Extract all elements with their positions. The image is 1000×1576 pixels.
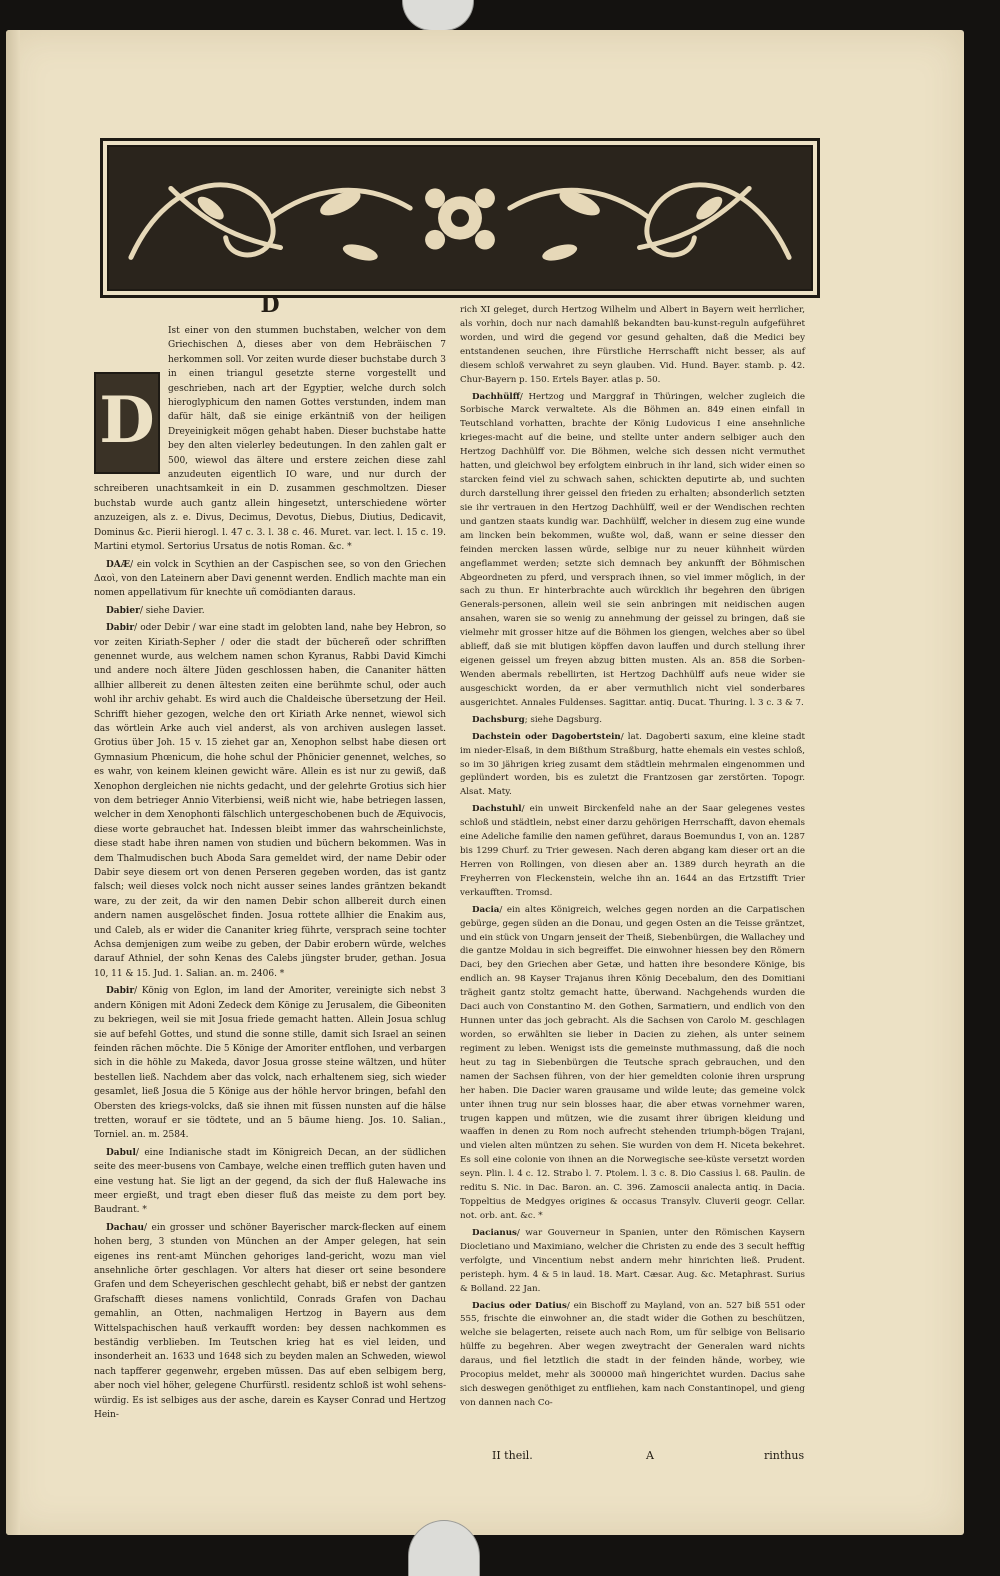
entry-headword: Dabul bbox=[106, 1147, 136, 1158]
entry-text: / ein altes Königreich, welches gegen norden an die Carpatischen gebürge, gegen süden an die Donau, und gegen Osten an die Teisse gräntzet, und ein stück von Ungarn jenseit der Theiß, Siebenbürgen, die Wallachey und die gantze Moldau in sich begreiffet. Die einwohner hiessen bey den Römern Daci, bey den Griechen aber Getæ, und hatten ihre besondere Könige, bis endlich an. 98 Kayser Trajanus ihren König Decebalum, den des Domitiani trägheit gantz stoltz gemacht hatte, überwand. Nachgehends wurden die Daci auch von Constantino M. den Gothen, Sarmatiern, und endlich von den Hunnen unter das joch gebracht. Als die Sachsen von Carolo M. geschlagen worden, so erwählten sie lieber in Dacien zu ziehen, als unter seinem regiment zu leben. Wenigst ists die gemeinste muthmassung, daß die noch heut zu tag in Siebenbürgen die Teutsche sprach gebrauchen, und den namen der Sachsen führen, von der hier gemeldten colonie ihren ursprung her haben. Die Dacier waren grausame und wilde leute; das gemeine volck unter ihnen trug nur sein blosses haar, die aber etwas vornehmer waren, trugen kappen und mützen, wie die zusamt ihrer übrigen kleidung und waaffen in denen zu Rom noch aufrecht stehenden triumph-bögen Trajani, und vielen alten müntzen zu sehen. Sie wurden von dem H. Niceta bekehret. Es soll eine colonie von ihnen an die Norwegische see-küste versetzt worden seyn. Plin. l. 4 c. 12. Strabo l. 7. Ptolem. l. 3 c. 8. Dio Cassius l. 68. Paulin. de reditu S. Nic. in Dac. Baron. an. C. 396. Zamoscii analecta antiq. in Dacia. Toppeltius de Medgyes origines & occasus Transylv. Cluverii geogr. Cellar. not. orb. ant. &c. * bbox=[460, 904, 805, 1221]
entry-paragraph bbox=[460, 904, 805, 1224]
entry-text: / ein grosser und schöner Bayerischer marck-flecken auf einem hohen berg, 3 stunden von München an der Amper gelegen, hat sein eigenes ins rent-amt München gehoriges land-gericht, wozu man viel ansehnliche örter geschlagen. Vor alters hat dieser ort seine besondere Grafen und dem Scheyerischen geschlecht gehabt, biß er nebst der gantzen Grafschafft dieses namens vonlichtild, Conrads Grafen von Dachau gemahlin, an Otten, nachmaligen Hertzog in Bayern aus dem Wittelspachischen hauß verkaufft worden: bey dessen nachkommen es beständig verblieben. Im Teutschen krieg hat es viel leiden, und insonderheit an. 1633 und 1648 sich zu beyden malen an Schweden, wiewol nach tapfferer gegenwehr, ergeben müssen. Das auf eben selbigem berg, aber noch viel höher, gelegene Churfürstl. residentz schloß ist wohl sehens-würdig. Es ist selbiges aus der asche, darein es Kayser Conrad und Hertzog Hein- bbox=[94, 1222, 446, 1421]
volume-label: II theil. bbox=[492, 1449, 533, 1462]
entry-text: / lat. Dagoberti saxum, eine kleine stadt im nieder-Elsaß, in dem Bißthum Straßburg, hatte ehemals ein vestes schloß, so im 30 jährigen krieg zusamt dem städtlein mehrmalen eingenommen und geplündert worden, bis es zuletzt die Frantzosen gar zerstörten. Topogr. Alsat. Maty. bbox=[460, 731, 805, 798]
section-letter: D bbox=[260, 292, 280, 318]
top-clip bbox=[402, 0, 474, 31]
entry-headword: Dacianus bbox=[472, 1227, 517, 1238]
decorative-headpiece bbox=[100, 138, 820, 298]
entry-paragraph bbox=[460, 1227, 805, 1297]
catchword: rinthus bbox=[764, 1449, 805, 1462]
entry-text: / eine Indianische stadt im Königreich Decan, an der südlichen seite des meer-busens von Cambaye, welche einen trefflich guten haven und eine vestung hat. Sie ligt an der gegend, da sich der fluß Halewache ins meer ergießt, und tragt eben dieser fluß das meiste zu dem port bey. Baudrant. * bbox=[94, 1147, 446, 1216]
entry-paragraph bbox=[94, 1221, 446, 1423]
entry-text: / oder Debir / war eine stadt im gelobten land, nahe bey Hebron, so vor zeiten Kiriath-Sepher / oder die stadt der büchereñ oder schrifften genennet wurde, aus welchem namen schon Kyranus, Rabbi David Kimchi und andere noch ältere Jüden geschlossen haben, die Cananiter hätten allhier allbereit zu denen ältesten zeiten eine berühmte schul, oder auch wohl ihr archiv gehabt. Es wird auch die Chaldeische übersetzung der Heil. Schrifft hieher gezogen, welche den ort Kiriath Arke nennet, wiewol sich das wörtlein Arke auch viel anderst, als von archiven auslegen lasset. Grotius über Joh. 15 v. 15 ziehet gar an, Xenophon selbst habe diesen ort Gymnasium Phœnicum, die hohe schul der Phönicier genennet, welches, so es wahr, von keinem kleinen gewicht wäre. Allein es ist nur zu gewiß, daß Xenophon dergleichen nie nichts gedacht, und der gelehrte Grotius sich hier von dem betrieger Annio Viterbiensi, weiß nicht wie, habe betriegen lassen, welcher in dem Xenophonti fälschlich untergeschobenen buch de Æquivocis, diese worte gebrauchet hat. Indessen bleibt immer das wahrscheinlichste, diese stadt habe ihren namen von studien und büchern bekommen. Was in dem Thalmudischen buch Aboda Sara gemeldet wird, der name Debir oder Dabir seye diesem ort von denen Perseren gegeben worden, das ist gantz falsch; weil dieses volck noch nicht ausser seines landes gräntzen bekandt ware, zu der zeit, da wir den namen Debir schon allbereit durch einen andern namen ausgelöschet finden. Josua rottete allhier die Enakim aus, und Caleb, als er wider die Cananiter krieg führte, versprach seine tochter Achsa demjenigen zum weibe zu geben, der Dabir erobern würde, welches darauf Athniel, der sohn Kenas des Calebs jüngster bruder, gethan. Josua 10, 11 & 15. Jud. 1. Salian. an. m. 2406. * bbox=[94, 623, 446, 979]
entry-headword: Dabir bbox=[106, 986, 135, 997]
entry-text: / war Gouverneur in Spanien, unter den Römischen Kaysern Diocletiano und Maximiano, welcher die Christen zu ende des 3 secult hefftig verfolgte, und Vincentium nebst andern mehr hinrichten ließ. Prudent. peristeph. hym. 4 & 5 in laud. 18. Mart. Cæsar. Aug. &c. Metaphrast. Surius & Bolland. 22 Jan. bbox=[460, 1227, 805, 1294]
entry-paragraph bbox=[460, 391, 805, 711]
entry-text: / ein unweit Birckenfeld nahe an der Saar gelegenes vestes schloß und städtlein, nebst einer darzu gehörigen Herrschafft, davon ehemals eine Adeliche familie den namen geführet, daraus Boemundus I, von an. 1287 bis 1299 Churf. zu Trier gewesen. Nach deren abgang kam dieser ort an die Herren von Rollingen, von diesen aber an. 1389 durch heyrath an die Freyherren von Fleckenstein, welche ihn an. 1644 an das Ertzstifft Trier verkaufften. Tromsd. bbox=[460, 804, 806, 898]
book-page bbox=[6, 30, 964, 1535]
entry-text: Ist einer von den stummen buchstaben, welcher von dem Griechischen Δ, dieses aber von dem Hebräischen 7 herkommen soll. Vor zeiten wurde dieser buchstabe durch 3 in einen triangul gesetzte sterne vorgestellt und geschrieben, nach art der Egyptier, welche durch solch hieroglyphicum den namen Gottes verstunden, indem man dafür hält, daß sie einige erkäntniß von der heiligen Dreyeinigkeit mögen gehabt haben. Dieser buchstabe hatte bey den alten vielerley bedeutungen. In den zahlen galt er 500, wiewol das ältere und erstere zeichen diese zahl anzudeuten eigentlich IO ware, und nur durch der schreiberen unachtsamkeit in ein D. zusammen geschmoltzen. Dieser buchstab wurde auch gantz allein hingesetzt, unterschiedene wörter anzuzeigen, als z. e. Divus, Decimus, Devotus, Diebus, Diutius, Dedicavit, Dominus &c. Pierii hierogl. l. 47 c. 3. l. 38 c. 46. Muret. var. lect. l. 15 c. 19. Martini etymol. Sertorius Ursatus de notis Roman. &c. * bbox=[94, 326, 446, 553]
entry-headword: Dachstein oder Dagobertstein bbox=[472, 731, 621, 742]
entry-headword: Dachau bbox=[106, 1222, 145, 1233]
left-column bbox=[94, 292, 446, 1425]
entry-headword: Dacius oder Datius bbox=[472, 1300, 567, 1311]
entry-headword: DAÆ bbox=[106, 559, 131, 570]
entry-text: ; siehe Dagsburg. bbox=[524, 714, 603, 725]
entry-text: / ein Bischoff zu Mayland, von an. 527 biß 551 oder 555, frischte die einwohner an, die stadt wider die Gothen zu beschützen, welche sie belagerten, reisete auch nach Rom, um für selbige von Belisario hülffe zu begehren. Aber wegen zweytracht der Generalen ward nichts daraus, und fiel letztlich die stadt in der feinden hände, worbey, wie Procopius meldet, mehr als 300000 mañ hingerichtet wurden. Dacius sahe sich deswegen genöthiget zu entfliehen, kam nach Constantinopel, und gieng von dannen nach Co- bbox=[460, 1300, 806, 1408]
entry-text: / siehe Davier. bbox=[139, 605, 205, 616]
decorated-initial: D bbox=[94, 372, 160, 474]
entry-paragraph bbox=[94, 604, 446, 618]
entry-headword: Dachhülff bbox=[472, 391, 520, 402]
entry-paragraph bbox=[94, 558, 446, 601]
entry-headword: Dabier bbox=[106, 605, 140, 616]
entry-headword: Dabir bbox=[106, 623, 135, 634]
entry-text: rich XI geleget, durch Hertzog Wilhelm und Albert in Bayern weit herrlicher, als vorhin, doch nur nach damahlß bekandten bau-kunst-reguln aufgeführet worden, und wird die gegend vor gesund gehalten, daß die Medici bey entstandenen seuchen, ihre Fürstliche Herrschafft nicht besser, als auf diesem schloß verwahret zu seyn glauben. Vid. Hund. Bayer. stamb. p. 42. Chur-Bayern p. 150. Ertels Bayer. atlas p. 50. bbox=[460, 305, 805, 385]
foliage-ornament-icon bbox=[111, 149, 809, 287]
entry-text: / König von Eglon, im land der Amoriter, vereinigte sich nebst 3 andern Königen mit Adoni Zedeck dem Könige zu Jerusalem, die Gibeoniten zu bekriegen, weil sie mit Josua friede gemacht hatten. Allein Josua schlug sie auf befehl Gottes, und stund die sonne stille, damit sich Israel an seinen feinden rächen möchte. Die 5 Könige der Amoriter entflohen, und verbargen sich in die höhle zu Makeda, davor Josua grosse steine wältzen, und hüter bestellen ließ. Nachdem aber das volck, nach erhaltenem sieg, sich wieder gesamlet, ließ Josua die 5 Könige aus der höhle hervor bringen, befahl den Obersten des kriegs-volcks, daß sie ihnen mit füssen nunsten auf die hälse tretten, worauf er sie tödtete, und an 5 bäume hieng. Jos. 10. Salian., Torniel. an. m. 2584. bbox=[94, 986, 446, 1141]
entry-paragraph bbox=[460, 1300, 805, 1411]
entry-paragraph bbox=[460, 304, 805, 388]
right-column bbox=[460, 304, 805, 1414]
entry-headword: Dachsburg bbox=[472, 714, 525, 725]
entry-text: / ein volck in Scythien an der Caspischen see, so von den Griechen Δαοὶ, von den Lateinern aber Davi genennt werden. Endlich machte man ein nomen appellativum für knechte uñ comödianten daraus. bbox=[94, 559, 446, 599]
entry-paragraph bbox=[94, 1146, 446, 1218]
entry-paragraph bbox=[94, 621, 446, 981]
entry-headword: Dacia bbox=[472, 904, 500, 915]
entry-headword: Dachstuhl bbox=[472, 804, 522, 815]
signature-mark: A bbox=[646, 1449, 654, 1462]
entry-text: / Hertzog und Marggraf in Thüringen, welcher zugleich die Sorbische Marck verwaltete. Als die Böhmen an. 849 einen einfall in Teutschland vorhatten, brachte der König Ludovicus I eine ansehnliche krieges-macht auf die beine, und stellte unter andern selbiger auch den Hertzog Dachhülff vor. Die Böhmen, welche sich dessen nicht vermuthet hatten, und gleichwol bey erfolgtem einbruch in ihr land, sich wider einen so starcken feind viel zu schwach sahen, schickten deputirte ab, und suchten durch darstellung ihrer geissel den frieden zu erhalten; absonderlich setzten sie ihr vertrauen in den Hertzog Dachhülff, weil er der Wendischen rechten und gantzen staats kundig war. Dachhülff, welcher in diesem zug eine wunde am lincken bein bekommen, wußte wol, daß, wann er seine diesser den feinden mercken lassen würde, selbige nur zu neuer kühnheit würden angeflammet werden; setzte sich demnach bey ankunfft der Böhmischen Abgeordneten zu pferd, und versprach ihnen, so viel immer möglich, in der sach zu thun. Er hinterbrachte auch würcklich ihr begehren den übrigen Generals-personen, allein weil sie sein anbringen mit neidischen augen ansahen, waren sie so wenig zu annehmung der geissel zu bringen, daß sie vielmehr mit grosser hitze auf die Böhmen los giengen, welches aber so übel ablieff, daß sie mit blutigen köpffen davon lauffen und durch stellung ihrer eigenen geissel um freyen abzug bitten musten. Als an. 858 die Sorben-Wenden abermals rebellirten, ist Hertzog Dachhülff aufs neue wider sie ausgeschickt worden, da er aber vermuthlich nicht viel sonderbares ausgerichtet. Annales Fuldenses. Sagittar. antiq. Ducat. Thuring. l. 3 c. 3 & 7. bbox=[460, 391, 805, 708]
page-binding-edge bbox=[6, 30, 20, 1535]
entry-paragraph bbox=[460, 731, 805, 801]
entry-paragraph bbox=[460, 714, 805, 728]
entry-paragraph bbox=[94, 984, 446, 1142]
entry-paragraph bbox=[460, 803, 805, 900]
